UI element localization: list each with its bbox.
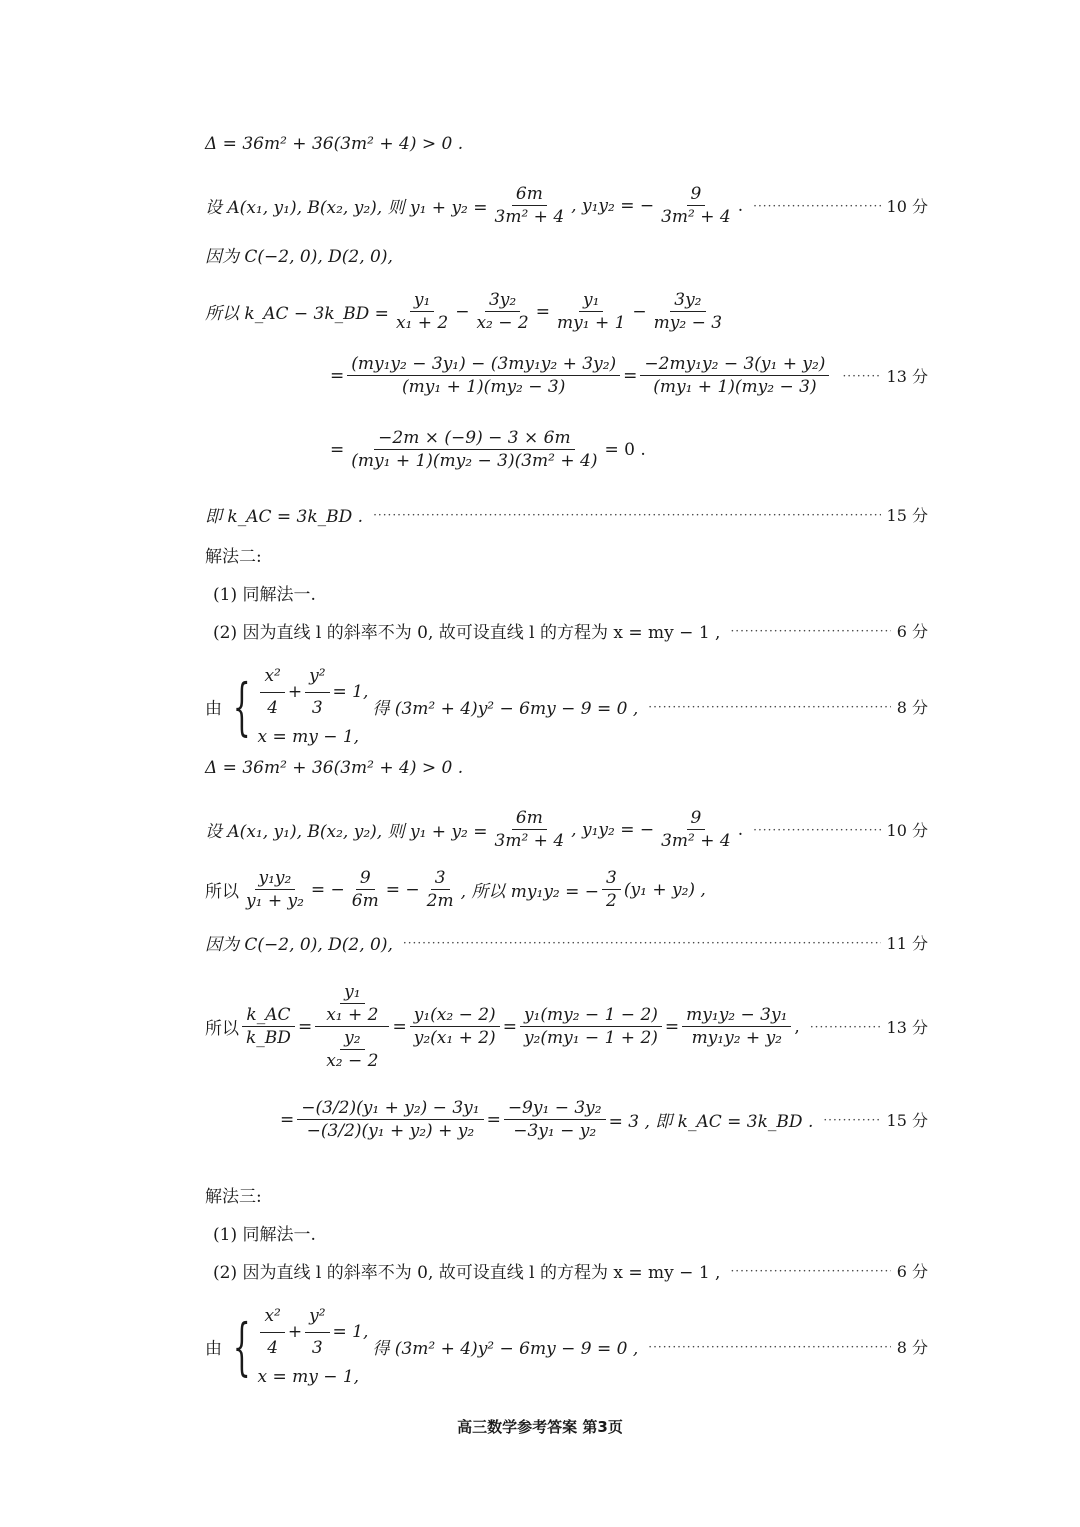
slope-ratio-line: 所以 $\frac{k\_AC}{k\_BD}$ = $\frac{\frac{\text{y₁}}{\text{x₁ + 2}}}{\frac{\text{y₂}}{\text{x₂ − 2}}}$ = $\frac{\text{y₁(x₂ − 2)}}{\text{y₂(x₁ + 2)}}$ = $\frac{\text{y₁(my₂ − 1 − 2)}}{\text{y₂(my₁ − 1 + 2)}}$ = $\frac{\text{my₁y₂ − 3y₁}}{\text{my₁y₂ + y₂}}$ , ····· 13 分 (205, 982, 928, 1071)
simplification-line: = $\frac{\text{(my₁y₂ − 3y₁) − (3my₁y₂ + 3y₂)}}{\text{(my₁ + 1)(my₂ − 3)}}$ = $\frac{\text{−2my₁y₂ − 3(y₁ + y₂)}}{\text{(my₁ + 1)(my₂ − 3)}}$ ····· 13 分 (330, 354, 928, 397)
fraction: $\frac{-2m \times (-9) - 3 \times 6m}{\text{(my₁ + 1)(my₂ − 3)(3m² + 4)}}$ (351, 428, 598, 471)
score: 15 分 (886, 1111, 928, 1130)
method-three-part2: (2) 因为直线 l 的斜率不为 0, 故可设直线 l 的方程为 x = my − 1 , ····· 6 分 (213, 1258, 928, 1283)
delta-line: Δ = 36m² + 36(3m² + 4) > 0 . (205, 134, 464, 154)
conclusion-line: 即 k_AC = 3k_BD . ····· 15 分 (205, 502, 928, 527)
dot-leader (810, 1020, 881, 1034)
dot-leader (648, 700, 890, 714)
score: 10 分 (886, 197, 928, 216)
fraction: $\frac{\text{(my₁y₂ − 3y₁) − (3my₁y₂ + 3y₂)}}{\text{(my₁ + 1)(my₂ − 3)}}$ (347, 354, 620, 397)
dot-leader (753, 199, 880, 213)
fraction: $\frac{3}{2m}$ (426, 868, 454, 911)
score: 13 分 (886, 1018, 928, 1037)
dot-leader (753, 823, 880, 837)
compound-fraction: $\frac{\frac{\text{y₁}}{\text{x₁ + 2}}}{\frac{\text{y₂}}{\text{x₂ − 2}}}$ (315, 982, 389, 1071)
dot-leader (730, 1264, 890, 1278)
equation-system: 由 { $\frac{\text{x²}}{4}$ + $\frac{\text{y²}}{3}$ = 1, x = my − 1, 得 (3m² + 4)y² − 6my − 9 = 0 , ····· 8 分 (205, 662, 928, 752)
points-line: 因为 C(−2, 0), D(2, 0), (205, 247, 393, 267)
equation-system-2: 由 { $\frac{\text{x²}}{4}$ + $\frac{\text{y²}}{3}$ = 1, x = my − 1, 得 (3m² + 4)y² − 6my − 9 = 0 , ····· 8 分 (205, 1302, 928, 1392)
points-line-2: 因为 C(−2, 0), D(2, 0), ····· 11 分 (205, 930, 928, 955)
method-two-heading: 解法二: (205, 547, 262, 567)
fraction: $\frac{9}{\text{3m² + 4}}$ (661, 808, 731, 851)
fraction: $\frac{\text{my₁y₂ − 3y₁}}{\text{my₁y₂ + y₂}}$ (682, 1005, 791, 1048)
fraction: $\frac{\text{3y₂}}{\text{my₂ − 3}}$ (653, 290, 723, 333)
vieta-line-2: 设 A(x₁, y₁), B(x₂, y₂), 则 y₁ + y₂ = $\frac{6m}{\text{3m² + 4}}$ , y₁y₂ = − $\frac{9}{\text{3m² + 4}}$ . ····· 10 分 (205, 808, 928, 851)
delta-line-2: Δ = 36m² + 36(3m² + 4) > 0 . (205, 758, 464, 778)
fraction: $\frac{9}{\text{3m² + 4}}$ (661, 184, 731, 227)
fraction: $\frac{\text{y₁(x₂ − 2)}}{\text{y₂(x₁ + 2)}}$ (410, 1005, 500, 1048)
fraction: $\frac{\text{−2my₁y₂ − 3(y₁ + y₂)}}{\text{(my₁ + 1)(my₂ − 3)}}$ (640, 354, 829, 397)
fraction: $\frac{6m}{\text{3m² + 4}}$ (494, 184, 565, 227)
method-three-part1: (1) 同解法一. (213, 1225, 316, 1245)
ratio-result-line: = $\frac{\text{−(3/2)(y₁ + y₂) − 3y₁}}{\text{−(3/2)(y₁ + y₂) + y₂}}$ = $\frac{\text{−9y₁ − 3y₂}}{\text{−3y₁ − y₂}}$ = 3 , 即 k_AC = 3k_BD . ····· 15 分 (280, 1098, 928, 1141)
score: 8 分 (896, 698, 928, 718)
method-two-part2: (2) 因为直线 l 的斜率不为 0, 故可设直线 l 的方程为 x = my − 1 , ····· 6 分 (213, 618, 928, 643)
fraction: $\frac{\text{y₁(my₂ − 1 − 2)}}{\text{y₂(my₁ − 1 + 2)}}$ (520, 1005, 662, 1048)
method-three-heading: 解法三: (205, 1187, 262, 1207)
slope-difference-line: 所以 k_AC − 3k_BD = $\frac{\text{y₁}}{\text{x₁ + 2}}$ − $\frac{\text{3y₂}}{\text{x₂ − 2}}$ = $\frac{\text{y₁}}{\text{my₁ + 1}}$ − $\frac{\text{3y₂}}{\text{my₂ − 3}}$ (205, 290, 928, 333)
dot-leader (730, 624, 890, 638)
fraction: $\frac{\text{y₁}}{\text{x₁ + 2}}$ (395, 290, 449, 333)
score: 15 分 (886, 506, 928, 525)
score: 10 分 (886, 821, 928, 840)
dot-leader (373, 508, 880, 522)
score: 11 分 (886, 934, 928, 953)
fraction: $\frac{6m}{\text{3m² + 4}}$ (494, 808, 565, 851)
score: 13 分 (886, 367, 928, 386)
dot-leader (403, 936, 881, 950)
method-two-part1: (1) 同解法一. (213, 585, 316, 605)
vieta-line: 设 A(x₁, y₁), B(x₂, y₂), 则 y₁ + y₂ = $\frac{6m}{\text{3m² + 4}}$ , y₁y₂ = − $\frac{9}{\text{3m² + 4}}$ . ····· 10 分 (205, 184, 928, 227)
fraction: $\frac{\text{3y₂}}{\text{x₂ − 2}}$ (476, 290, 529, 333)
fraction: $\frac{\text{y₁}}{\text{my₁ + 1}}$ (557, 290, 626, 333)
page-footer: 高三数学参考答案 第3页 (457, 1418, 623, 1436)
dot-leader (842, 369, 880, 383)
fraction: $\frac{\text{y₁y₂}}{\text{y₁ + y₂}}$ (246, 868, 304, 911)
score: 6 分 (896, 622, 928, 641)
fraction: $\frac{9}{6m}$ (351, 868, 379, 911)
fraction: $\frac{\text{−9y₁ − 3y₂}}{\text{−3y₁ − y₂}}$ (504, 1098, 606, 1141)
dot-leader (648, 1340, 890, 1354)
result-zero-line: = $\frac{-2m \times (-9) - 3 \times 6m}{\text{(my₁ + 1)(my₂ − 3)(3m² + 4)}}$ = 0 . (330, 428, 646, 471)
fraction: $\frac{3}{2}$ (602, 868, 621, 911)
score: 6 分 (896, 1262, 928, 1281)
score: 8 分 (896, 1338, 928, 1358)
dot-leader (823, 1113, 880, 1127)
ratio-line: 所以 $\frac{\text{y₁y₂}}{\text{y₁ + y₂}}$ = − $\frac{9}{6m}$ = − $\frac{3}{2m}$ , 所以 my₁y₂ = − $\frac{3}{2}$ (y₁ + y₂) , (205, 868, 706, 911)
fraction: $\frac{k\_AC}{k\_BD}$ (242, 1005, 295, 1048)
fraction: $\frac{\text{−(3/2)(y₁ + y₂) − 3y₁}}{\text{−(3/2)(y₁ + y₂) + y₂}}$ (297, 1098, 483, 1141)
